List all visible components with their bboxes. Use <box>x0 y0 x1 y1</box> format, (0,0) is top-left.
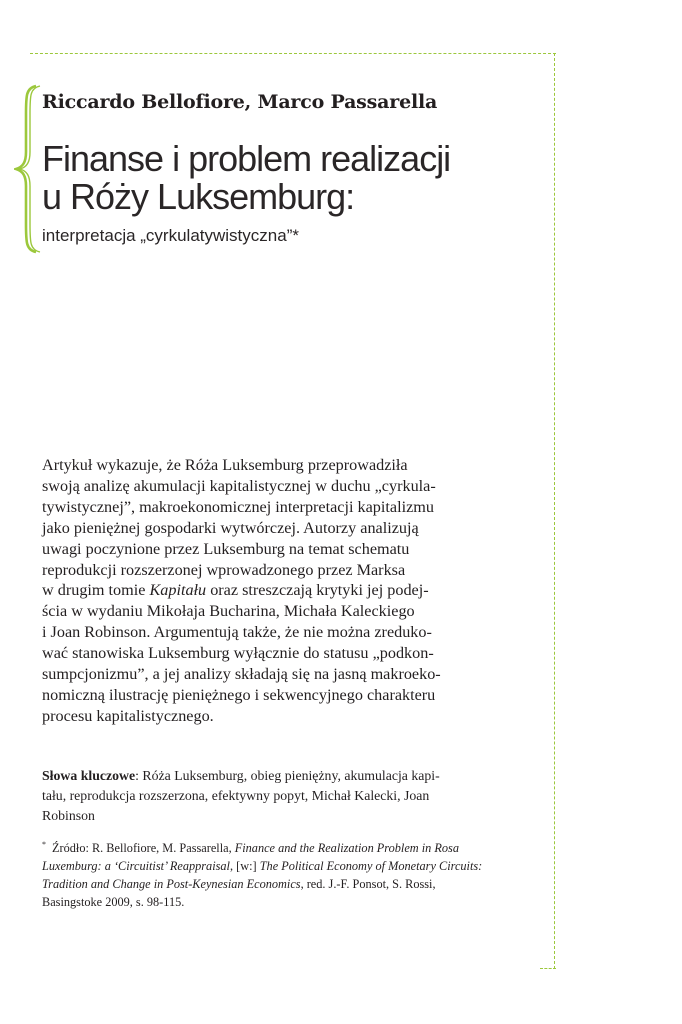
abstract-line <box>42 580 482 601</box>
article-subtitle: interpretacja „cyrkulatywistyczna”* <box>42 226 299 245</box>
text-run: w drugim tomie <box>42 581 150 600</box>
keywords-line: tału, reprodukcja rozszerzona, efektywny popyt, Michał Kalecki, Joan <box>42 788 430 803</box>
abstract-line: wać stanowiska Luksemburg wyłącznie do statusu „podkon- <box>42 644 434 663</box>
text-run: oraz streszczają krytyki jej podej- <box>206 581 429 600</box>
abstract-line: tywistycznej”, makroekonomicznej interpretacji kapitalizmu <box>42 497 434 516</box>
text-run: , red. J.-F. Ponsot, S. Rossi, <box>300 877 436 891</box>
footnote-marker: * <box>42 840 46 849</box>
frame-bottom-border <box>540 968 556 969</box>
footnote-line: Basingstoke 2009, s. 98-115. <box>42 895 185 909</box>
frame-top-border <box>30 53 556 54</box>
abstract-line: uwagi poczynione przez Luksemburg na temat schematu <box>42 539 410 558</box>
footnote <box>42 836 512 911</box>
article-title <box>42 140 450 216</box>
keywords-line: Robinson <box>42 808 95 823</box>
text-run-italic: The Political Economy of Monetary Circuits: <box>259 859 483 873</box>
abstract-line: ścia w wydaniu Mikołaja Bucharina, Michała Kaleckiego <box>42 602 415 621</box>
abstract-line: swoją analizę akumulacji kapitalistycznej w duchu „cyrkula- <box>42 476 436 495</box>
book-title-kapital: Kapitału <box>149 581 207 600</box>
keywords-block <box>42 766 502 826</box>
frame-right-border <box>554 53 555 969</box>
text-run-italic: Tradition and Change in Post-Keynesian Economics <box>42 877 301 891</box>
abstract-line: i Joan Robinson. Argumentują także, że nie można zreduko- <box>42 623 432 642</box>
abstract-line: reprodukcji rozszerzonej wprowadzonego przez Marksa <box>42 560 406 579</box>
abstract-line: jako pieniężnej gospodarki wytwórczej. Autorzy analizują <box>42 518 419 537</box>
text-run-italic: Luxemburg: a ‘Circuitist’ Reappraisal <box>42 859 230 873</box>
footnote-line <box>42 875 512 893</box>
keywords-label: Słowa kluczowe <box>42 768 136 783</box>
curly-brace-icon <box>14 84 44 254</box>
text-run: , [w:] <box>229 859 260 873</box>
text-run-italic: Finance and the Realization Problem in Rosa <box>234 841 459 855</box>
abstract-line: nomiczną ilustrację pieniężnego i sekwencyjnego charakteru <box>42 685 436 704</box>
title-line: u Róży Luksemburg: <box>42 176 355 217</box>
footnote-line <box>42 836 512 857</box>
title-line: Finanse i problem realizacji <box>42 138 451 179</box>
article-authors: Riccardo Bellofiore, Marco Passarella <box>42 91 438 113</box>
text-run: Źródło: R. Bellofiore, M. Passarella, <box>52 841 235 855</box>
abstract-line: sumpcjonizmu”, a jej analizy składają się na jasną makroeko- <box>42 665 441 684</box>
abstract-line: Artykuł wykazuje, że Róża Luksemburg przeprowadziła <box>42 456 408 474</box>
keywords-line <box>42 766 502 786</box>
abstract-line: procesu kapitalistycznego. <box>42 706 214 725</box>
text-run: : Róża Luksemburg, obieg pieniężny, akumulacja kapi- <box>135 768 440 783</box>
footnote-line <box>42 857 512 875</box>
abstract-paragraph <box>42 455 482 727</box>
